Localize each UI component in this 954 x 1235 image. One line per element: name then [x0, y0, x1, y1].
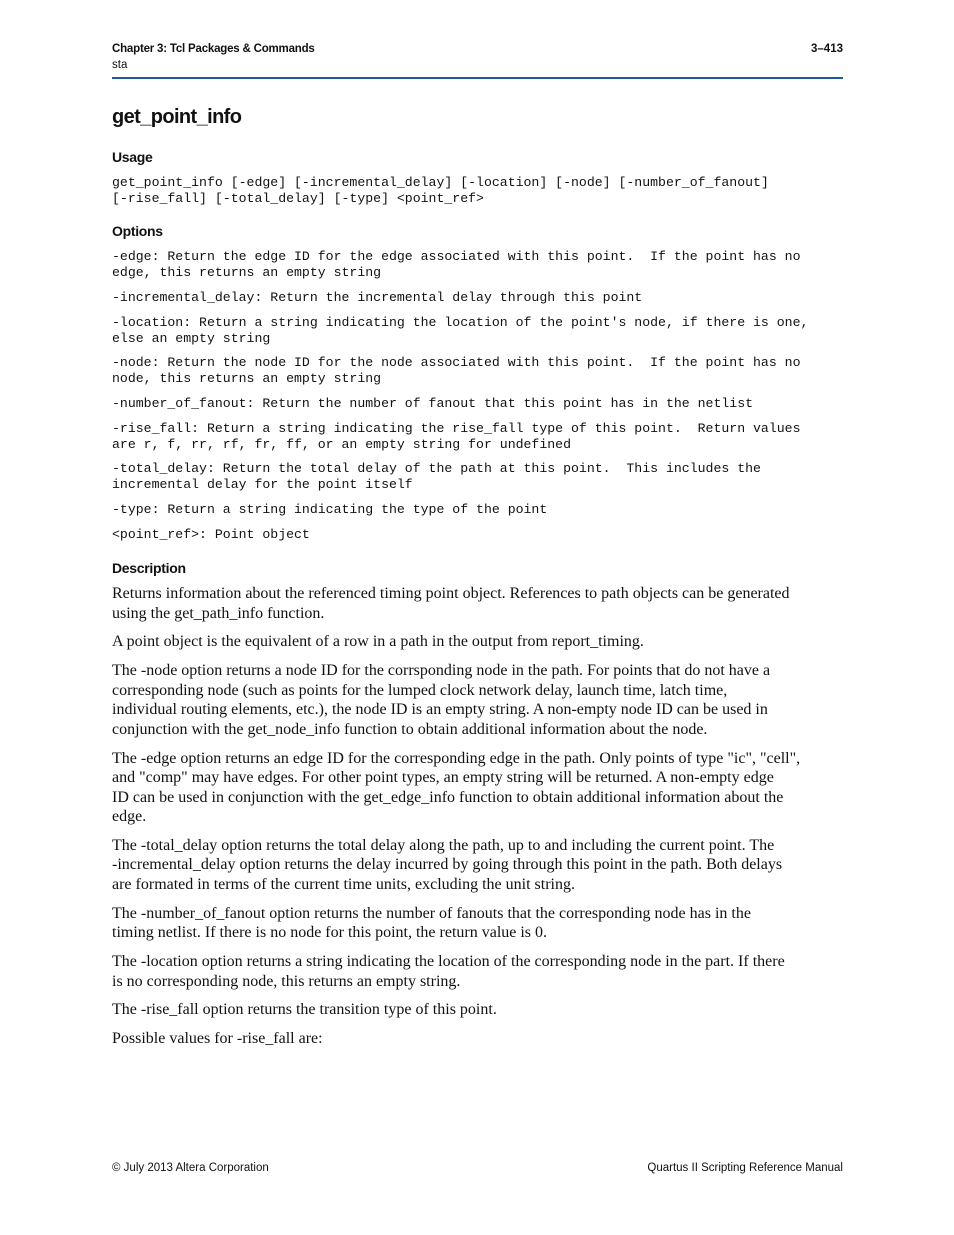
description-paragraph: Returns information about the referenced timing point object. References to path objects can be generated — [112, 585, 790, 602]
description-paragraph: are formated in terms of the current time units, excluding the unit string. — [112, 876, 575, 893]
option-node: node, this returns an empty string — [112, 371, 382, 386]
description-paragraph: and "comp" may have edges. For other point types, an empty string will be returned. A non-empty edge — [112, 769, 774, 786]
chapter-title: Chapter 3: Tcl Packages & Commands — [112, 43, 315, 55]
description-paragraph: corresponding node (such as points for the lumped clock network delay, launch time, latch time, — [112, 682, 728, 699]
page-number: 3–413 — [811, 43, 843, 55]
section-name: sta — [112, 59, 128, 71]
usage-heading: Usage — [112, 149, 153, 165]
usage-line: [-rise_fall] [-total_delay] [-type] <point_ref> — [112, 191, 484, 206]
option-edge: -edge: Return the edge ID for the edge associated with this point. If the point has no — [112, 249, 801, 264]
footer-copyright: © July 2013 Altera Corporation — [112, 1162, 269, 1174]
page-title: get_point_info — [112, 106, 242, 128]
description-paragraph: conjunction with the get_node_info function to obtain additional information about the node. — [112, 721, 708, 738]
option-incremental-delay: -incremental_delay: Return the incremental delay through this point — [112, 290, 643, 305]
description-paragraph: The -location option returns a string indicating the location of the corresponding node in the part. If there — [112, 953, 785, 970]
option-total-delay: -total_delay: Return the total delay of the path at this point. This includes the — [112, 461, 761, 476]
description-paragraph: The -rise_fall option returns the transition type of this point. — [112, 1001, 497, 1018]
options-heading: Options — [112, 223, 163, 239]
description-heading: Description — [112, 560, 186, 576]
option-node: -node: Return the node ID for the node associated with this point. If the point has no — [112, 355, 801, 370]
option-point-ref: <point_ref>: Point object — [112, 527, 310, 542]
option-type: -type: Return a string indicating the type of the point — [112, 502, 548, 517]
description-paragraph: edge. — [112, 808, 147, 825]
description-paragraph: using the get_path_info function. — [112, 605, 325, 622]
description-paragraph: Possible values for -rise_fall are: — [112, 1030, 323, 1047]
header-divider — [112, 77, 843, 79]
option-rise-fall: -rise_fall: Return a string indicating the rise_fall type of this point. Return values — [112, 421, 801, 436]
description-paragraph: ID can be used in conjunction with the get_edge_info function to obtain additional information about the — [112, 789, 784, 806]
description-paragraph: The -node option returns a node ID for the corrsponding node in the path. For points that do not have a — [112, 662, 771, 679]
description-paragraph: The -total_delay option returns the total delay along the path, up to and including the current point. The — [112, 837, 775, 854]
option-rise-fall: are r, f, rr, rf, fr, ff, or an empty string for undefined — [112, 437, 571, 452]
option-edge: edge, this returns an empty string — [112, 265, 382, 280]
footer-manual-title: Quartus II Scripting Reference Manual — [647, 1162, 843, 1174]
description-paragraph: The -edge option returns an edge ID for the corresponding edge in the path. Only points of type "ic", "cell", — [112, 750, 801, 767]
description-paragraph: The -number_of_fanout option returns the number of fanouts that the corresponding node has in the — [112, 905, 751, 922]
option-location: else an empty string — [112, 331, 271, 346]
option-total-delay: incremental delay for the point itself — [112, 477, 413, 492]
option-number-of-fanout: -number_of_fanout: Return the number of fanout that this point has in the netlist — [112, 396, 754, 411]
description-paragraph: timing netlist. If there is no node for this point, the return value is 0. — [112, 924, 548, 941]
option-location: -location: Return a string indicating the location of the point's node, if there is one, — [112, 315, 809, 330]
description-paragraph: individual routing elements, etc.), the node ID is an empty string. A non-empty node ID can be used in — [112, 701, 768, 718]
description-paragraph: is no corresponding node, this returns an empty string. — [112, 973, 461, 990]
description-paragraph: -incremental_delay option returns the delay incurred by going through this point in the path. Both delays — [112, 856, 783, 873]
description-paragraph: A point object is the equivalent of a row in a path in the output from report_timing. — [112, 633, 644, 650]
usage-line: get_point_info [-edge] [-incremental_delay] [-location] [-node] [-number_of_fanout] — [112, 175, 769, 190]
